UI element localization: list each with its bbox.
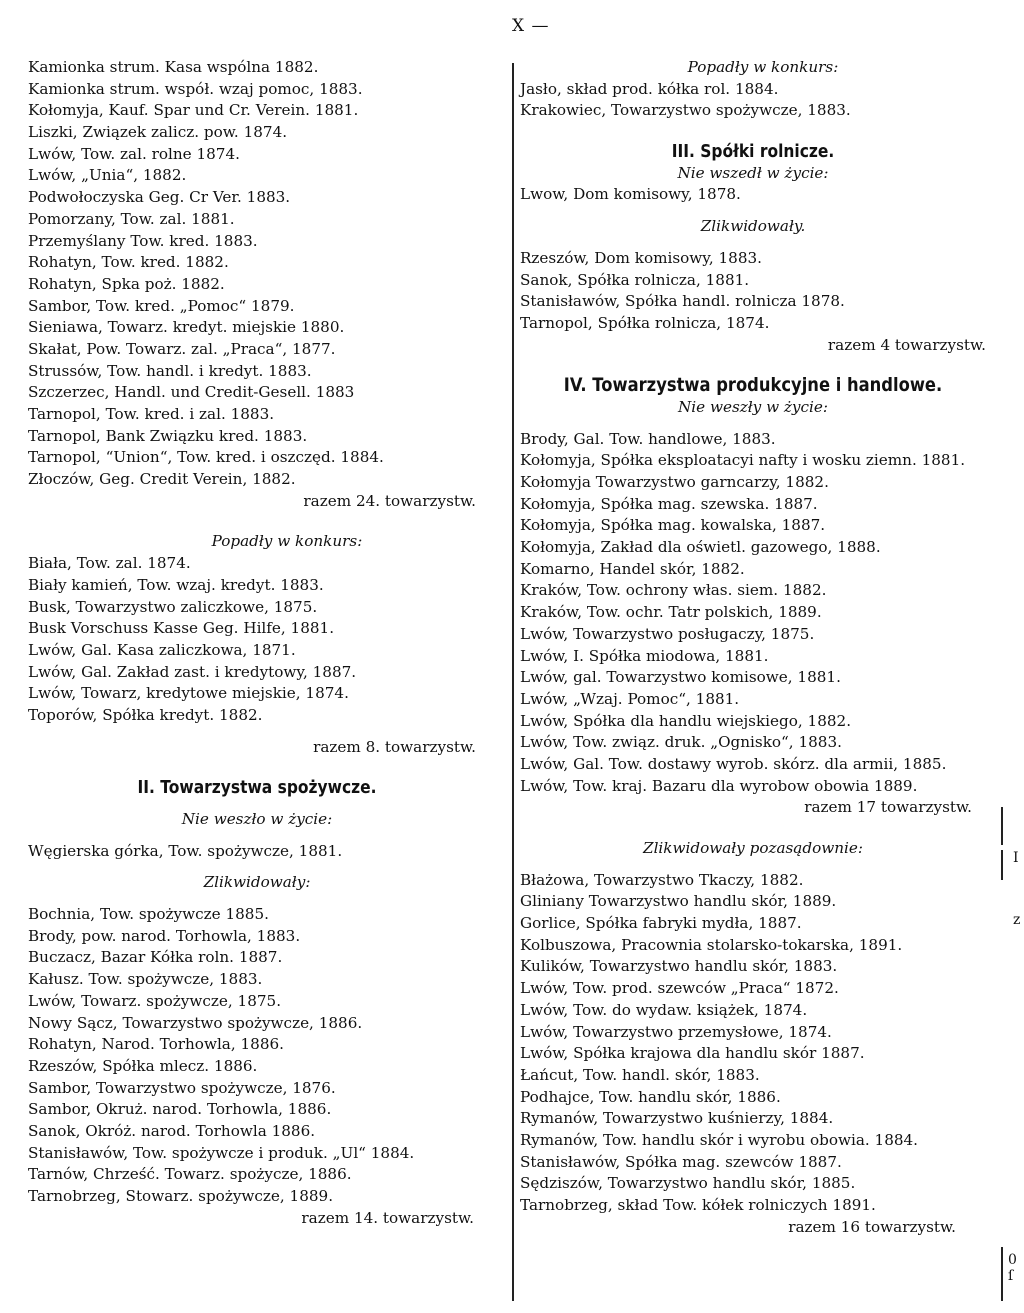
list-item: Liszki, Związek zalicz. pow. 1874. <box>28 123 288 142</box>
list-item: Tarnopol, Bank Związku kred. 1883. <box>28 426 308 445</box>
list-item: Biały kamień, Tow. wzaj. kredyt. 1883. <box>28 575 324 594</box>
right-column <box>520 57 986 1238</box>
edge-rule <box>1001 1247 1003 1301</box>
list-item: Stanisławów, Spółka mag. szewców 1887. <box>520 1152 842 1171</box>
column-divider <box>512 63 514 1301</box>
subheading-nie-wszedl: Nie wszedł w życie: <box>677 163 829 182</box>
list-item: Lwów, Tow. do wydaw. książek, 1874. <box>520 1000 808 1019</box>
list-item: Rymanów, Towarzystwo kuśnierzy, 1884. <box>520 1109 834 1128</box>
list-item: Biała, Tow. zal. 1874. <box>28 554 191 573</box>
list-item: Lwów, Towarz. spożywcze, 1875. <box>28 991 282 1010</box>
list-item: Brody, Gal. Tow. handlowe, 1883. <box>520 429 776 448</box>
list-item: Kołomyja, Spółka mag. kowalska, 1887. <box>520 516 826 535</box>
section-total: razem 8. towarzystw. <box>313 737 476 756</box>
list-item: Skałat, Pow. Towarz. zal. „Praca“, 1877. <box>28 339 336 358</box>
list-item: Komarno, Handel skór, 1882. <box>520 559 745 578</box>
list-item: Lwów, Spółka krajowa dla handlu skór 1887. <box>520 1044 865 1063</box>
entry-list <box>520 870 986 1217</box>
list-item: Gliniany Towarzystwo handlu skór, 1889. <box>520 892 837 911</box>
entry-list <box>28 841 486 863</box>
entry-list <box>28 904 486 1208</box>
section-total: razem 24. towarzystw. <box>303 491 476 510</box>
page-header: X — <box>512 16 550 36</box>
section-total: razem 4 towarzystw. <box>827 335 986 354</box>
left-column <box>28 57 486 1229</box>
list-item: Lwów, Gal. Kasa zaliczkowa, 1871. <box>28 640 296 659</box>
list-item: Sambor, Tow. kred. „Pomoc“ 1879. <box>28 296 295 315</box>
list-item: Lwów, Gal. Tow. dostawy wyrob. skórz. dla armii, 1885. <box>520 754 947 773</box>
list-item: Rymanów, Tow. handlu skór i wyrobu obowia. 1884. <box>520 1130 919 1149</box>
list-item: Strussów, Tow. handl. i kredyt. 1883. <box>28 361 312 380</box>
list-item: Pomorzany, Tow. zal. 1881. <box>28 209 235 228</box>
list-item: Podhajce, Tow. handlu skór, 1886. <box>520 1087 781 1106</box>
list-item: Lwów, Tow. związ. druk. „Ognisko“, 1883. <box>520 733 842 752</box>
section-total: razem 14. towarzystw. <box>301 1208 474 1227</box>
section-heading: II. Towarzystwa spożywcze. <box>137 777 377 799</box>
subheading-nie-weszlo: Nie weszło w życie: <box>181 810 333 828</box>
list-item: Złoczów, Geg. Credit Verein, 1882. <box>28 470 296 489</box>
list-item: Łańcut, Tow. handl. skór, 1883. <box>520 1065 760 1084</box>
section-total: razem 16 towarzystw. <box>788 1217 956 1236</box>
list-item: Gorlice, Spółka fabryki mydła, 1887. <box>520 914 802 933</box>
section-heading: IV. Towarzystwa produkcyjne i handlowe. <box>563 374 943 397</box>
list-item: Sanok, Okróż. narod. Torhowla 1886. <box>28 1121 316 1140</box>
list-item: Busk, Towarzystwo zaliczkowe, 1875. <box>28 597 318 616</box>
list-item: Stanisławów, Tow. spożywcze i produk. „Ul“ 1884. <box>28 1143 415 1162</box>
edge-fragment: 0 ſ <box>1008 1252 1017 1284</box>
list-item: Tarnobrzeg, Stowarz. spożywcze, 1889. <box>28 1187 334 1205</box>
section-total: razem 17 towarzystw. <box>804 798 972 817</box>
entry-list <box>28 57 486 491</box>
list-item: Sędziszów, Towarzystwo handlu skór, 1885. <box>520 1174 856 1193</box>
list-item: Węgierska górka, Tow. spożywcze, 1881. <box>28 841 343 860</box>
list-item: Buczacz, Bazar Kółka roln. 1887. <box>28 948 283 967</box>
list-item: Toporów, Spółka kredyt. 1882. <box>28 705 263 724</box>
list-item: Sieniawa, Towarz. kredyt. miejskie 1880. <box>28 318 345 337</box>
list-item: Szczerzec, Handl. und Credit-Gesell. 1883 <box>28 383 355 402</box>
list-item: Tarnopol, Spółka rolnicza, 1874. <box>520 313 770 332</box>
edge-rule <box>1001 807 1003 845</box>
list-item: Sambor, Towarzystwo spożywcze, 1876. <box>28 1078 336 1097</box>
list-item: Kamionka strum. współ. wzaj pomoc, 1883. <box>28 79 363 98</box>
list-item: Kraków, Tow. ochrony włas. siem. 1882. <box>520 581 827 600</box>
entry-list <box>520 79 986 122</box>
list-item: Lwów, Tow. kraj. Bazaru dla wyrobow obowia 1889. <box>520 776 918 795</box>
list-item: Nowy Sącz, Towarzystwo spożywcze, 1886. <box>28 1013 363 1032</box>
subheading-zlikwidowaly: Zlikwidowały: <box>203 873 311 892</box>
list-item: Kołomyja, Kauf. Spar und Cr. Verein. 1881. <box>28 101 359 120</box>
list-item: Rohatyn, Tow. kred. 1882. <box>28 253 229 272</box>
list-item: Busk Vorschuss Kasse Geg. Hilfe, 1881. <box>28 619 335 638</box>
subheading-popadly: Popadły w konkurs: <box>211 532 363 551</box>
list-item: Kamionka strum. Kasa wspólna 1882. <box>28 58 319 76</box>
list-item: Kałusz. Tow. spożywcze, 1883. <box>28 970 263 989</box>
list-item: Bochnia, Tow. spożywcze 1885. <box>28 905 269 924</box>
list-item: Tarnopol, Tow. kred. i zal. 1883. <box>28 405 275 423</box>
list-item: Lwów, Spółka dla handlu wiejskiego, 1882. <box>520 711 852 730</box>
entry-list <box>28 553 486 727</box>
list-item: Rohatyn, Spka poż. 1882. <box>28 274 225 293</box>
edge-fragment: z <box>1013 912 1021 928</box>
list-item: Lwów, Towarzystwo przemysłowe, 1874. <box>520 1022 832 1041</box>
list-item: Podwołoczyska Geg. Cr Ver. 1883. <box>28 188 291 207</box>
list-item: Lwów, Towarzystwo posługaczy, 1875. <box>520 624 815 643</box>
list-item: Tarnów, Chrześć. Towarz. spożycze, 1886. <box>28 1165 352 1184</box>
list-item: Lwów, Gal. Zakład zast. i kredytowy, 1887. <box>28 662 357 681</box>
list-item: Tarnopol, “Union“, Tow. kred. i oszczęd. 1884. <box>28 448 384 467</box>
list-item: Lwów, „Unia“, 1882. <box>28 166 187 185</box>
entry-list <box>520 429 986 798</box>
list-item: Kołomyja, Spółka eksploatacyi nafty i wosku ziemn. 1881. <box>520 451 966 470</box>
list-item: Kulików, Towarzystwo handlu skór, 1883. <box>520 957 838 976</box>
list-item: Kraków, Tow. ochr. Tatr polskich, 1889. <box>520 603 822 622</box>
list-item: Kołomyja, Zakład dla oświetl. gazowego, 1888. <box>520 538 881 557</box>
list-item: Lwów, „Wzaj. Pomoc“, 1881. <box>520 689 740 708</box>
list-item: Sanok, Spółka rolnicza, 1881. <box>520 270 750 289</box>
list-item: Sambor, Okruż. narod. Torhowla, 1886. <box>28 1100 332 1119</box>
subheading-zlikwidowaly: Zlikwidowały. <box>700 217 806 236</box>
list-item: Krakowiec, Towarzystwo spożywcze, 1883. <box>520 101 851 120</box>
entry-list <box>520 248 986 335</box>
list-item: Lwów, gal. Towarzystwo komisowe, 1881. <box>520 668 841 687</box>
subheading-zlikwidowaly-pozasadownie: Zlikwidowały pozasądownie: <box>643 839 863 857</box>
subheading-popadly: Popadły w konkurs: <box>687 58 839 76</box>
edge-fragment: I <box>1013 850 1019 866</box>
list-item: Tarnobrzeg, skład Tow. kółek rolniczych 1891. <box>520 1196 876 1214</box>
list-item: Przemyślany Tow. kred. 1883. <box>28 231 258 250</box>
list-item: Kołomyja, Spółka mag. szewska. 1887. <box>520 494 818 513</box>
list-item: Lwów, Towarz, kredytowe miejskie, 1874. <box>28 684 349 703</box>
list-item: Rzeszów, Dom komisowy, 1883. <box>520 248 763 267</box>
section-heading: III. Spółki rolnicze. <box>671 141 835 163</box>
entry-list <box>520 184 986 206</box>
list-item: Brody, pow. narod. Torhowla, 1883. <box>28 926 301 945</box>
list-item: Lwów, Tow. zal. rolne 1874. <box>28 144 240 163</box>
list-item: Stanisławów, Spółka handl. rolnicza 1878. <box>520 292 845 311</box>
list-item: Lwow, Dom komisowy, 1878. <box>520 185 741 204</box>
list-item: Lwów, Tow. prod. szewców „Praca“ 1872. <box>520 979 839 998</box>
subheading-nie-weszly: Nie weszły w życie: <box>678 397 828 416</box>
list-item: Rohatyn, Narod. Torhowla, 1886. <box>28 1035 284 1054</box>
edge-rule <box>1001 850 1003 880</box>
list-item: Błażowa, Towarzystwo Tkaczy, 1882. <box>520 870 804 889</box>
list-item: Kołomyja Towarzystwo garncarzy, 1882. <box>520 473 829 491</box>
list-item: Lwów, I. Spółka miodowa, 1881. <box>520 646 769 665</box>
list-item: Rzeszów, Spółka mlecz. 1886. <box>28 1056 258 1075</box>
list-item: Kolbuszowa, Pracownia stolarsko-tokarska, 1891. <box>520 935 903 954</box>
list-item: Jasło, skład prod. kółka rol. 1884. <box>520 79 779 98</box>
